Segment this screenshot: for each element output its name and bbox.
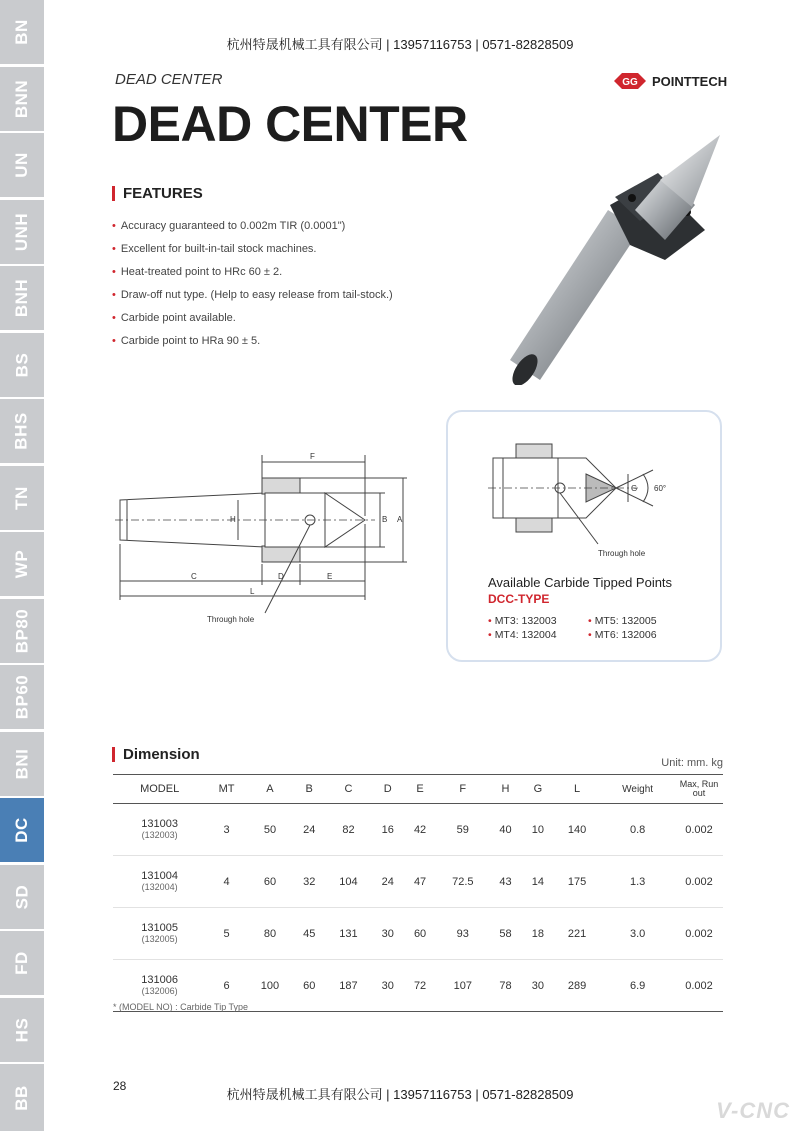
watermark: V-CNC	[716, 1098, 790, 1123]
cell: 0.002	[675, 856, 723, 908]
cell: 16	[372, 804, 404, 856]
cell: 78	[489, 960, 521, 1012]
tab-bs[interactable]: BS	[0, 333, 44, 397]
tab-fd[interactable]: FD	[0, 931, 44, 995]
cell: 58	[489, 908, 521, 960]
footer-contact: 杭州特晟机械工具有限公司 | 13957116753 | 0571-82828509	[226, 1087, 574, 1102]
cell: 175	[554, 856, 600, 908]
tab-bn[interactable]: BN	[0, 0, 44, 64]
cell: 1.3	[600, 856, 675, 908]
features-heading: FEATURES	[112, 186, 203, 201]
cell: 50	[247, 804, 293, 856]
cell: 42	[404, 804, 436, 856]
label-h: H	[230, 515, 236, 524]
cell: 47	[404, 856, 436, 908]
feature-item: • Draw-off nut type. (Help to easy release from tail-stock.)	[112, 287, 393, 310]
header-contact: 杭州特晟机械工具有限公司 | 13957116753 | 0571-82828509	[226, 37, 574, 52]
carbide-title: Available Carbide Tipped Points	[488, 575, 673, 590]
col-runout: Max, Run out	[675, 775, 723, 804]
col-c: C	[325, 775, 371, 804]
tab-bnn[interactable]: BNN	[0, 67, 44, 131]
cell: 107	[436, 960, 489, 1012]
tab-bnh[interactable]: BNH	[0, 266, 44, 330]
cell: 45	[293, 908, 325, 960]
carbide-through-hole-label: Through hole	[598, 549, 646, 558]
cell: 24	[372, 856, 404, 908]
cell: 100	[247, 960, 293, 1012]
col-mt: MT	[206, 775, 247, 804]
carbide-item: • MT4: 132004	[488, 629, 557, 641]
label-c: C	[191, 572, 197, 581]
col-model: MODEL	[113, 775, 206, 804]
page-number: 28	[113, 1079, 127, 1093]
cell: 0.002	[675, 804, 723, 856]
tab-wp[interactable]: WP	[0, 532, 44, 596]
cell: 32	[293, 856, 325, 908]
col-d: D	[372, 775, 404, 804]
table-footnote: * (MODEL NO) : Carbide Tip Type	[113, 1002, 249, 1012]
tab-bni[interactable]: BNI	[0, 732, 44, 796]
unit-label: Unit: mm. kg	[661, 757, 723, 769]
page-title: DEAD CENTER	[112, 96, 468, 152]
cell: 40	[489, 804, 521, 856]
side-tab-bar	[0, 0, 44, 1131]
table-row	[113, 804, 723, 856]
carbide-item: • MT6: 132006	[588, 629, 657, 641]
cell: 30	[372, 908, 404, 960]
through-hole-label: Through hole	[207, 615, 255, 624]
cell: 104	[325, 856, 371, 908]
product-photo	[480, 135, 720, 390]
carbide-tip-drawing	[488, 434, 708, 564]
cell: 187	[325, 960, 371, 1012]
col-weight: Weight	[600, 775, 675, 804]
brand-logo	[614, 72, 727, 90]
col-e: E	[404, 775, 436, 804]
cell: 131	[325, 908, 371, 960]
cell: 24	[293, 804, 325, 856]
label-g: G	[631, 484, 638, 493]
label-f: F	[310, 452, 315, 461]
cell: 0.002	[675, 908, 723, 960]
col-f: F	[436, 775, 489, 804]
tab-bhs[interactable]: BHS	[0, 399, 44, 463]
cell-model: 131003 (132003)	[113, 804, 206, 856]
cell: 3.0	[600, 908, 675, 960]
col-h: H	[489, 775, 521, 804]
cell: 60	[293, 960, 325, 1012]
cell: 18	[522, 908, 554, 960]
cell: 80	[247, 908, 293, 960]
label-b: B	[382, 515, 388, 524]
dimension-table	[113, 774, 723, 1012]
gg-logo-icon	[614, 72, 646, 90]
cell-model: 131004 (132004)	[113, 856, 206, 908]
label-d: D	[278, 572, 284, 581]
cell: 60	[247, 856, 293, 908]
cell: 5	[206, 908, 247, 960]
carbide-points-box	[446, 410, 722, 662]
tab-bp60[interactable]: BP60	[0, 665, 44, 729]
cell: 60	[404, 908, 436, 960]
cell: 0.8	[600, 804, 675, 856]
cell-model: 131006 (132006)	[113, 960, 206, 1012]
label-l: L	[250, 587, 255, 596]
tab-dc[interactable]: DC	[0, 798, 44, 862]
dimension-heading: Dimension	[112, 747, 200, 762]
cell: 221	[554, 908, 600, 960]
cell-model: 131005 (132005)	[113, 908, 206, 960]
table-header-row	[113, 775, 723, 804]
cell: 14	[522, 856, 554, 908]
col-a: A	[247, 775, 293, 804]
label-a: A	[397, 515, 403, 524]
cell: 0.002	[675, 960, 723, 1012]
cell: 289	[554, 960, 600, 1012]
table-row	[113, 908, 723, 960]
cell: 30	[522, 960, 554, 1012]
col-b: B	[293, 775, 325, 804]
brand-name: POINTTECH	[652, 73, 728, 89]
tab-hs[interactable]: HS	[0, 998, 44, 1062]
tab-sd[interactable]: SD	[0, 865, 44, 929]
carbide-type: DCC-TYPE	[488, 592, 550, 606]
tab-unh[interactable]: UNH	[0, 200, 44, 264]
cell: 10	[522, 804, 554, 856]
logo-text: GG	[622, 77, 638, 88]
tab-un[interactable]: UN	[0, 133, 44, 197]
feature-item: • Heat-treated point to HRc 60 ± 2.	[112, 264, 393, 287]
carbide-item: • MT5: 132005	[588, 615, 657, 627]
tab-bb[interactable]: BB	[0, 1064, 44, 1131]
col-g: G	[522, 775, 554, 804]
cell: 30	[372, 960, 404, 1012]
tab-bp80[interactable]: BP80	[0, 599, 44, 663]
feature-item: • Accuracy guaranteed to 0.002m TIR (0.0001")	[112, 218, 393, 241]
feature-item: • Excellent for built-in-tail stock machines.	[112, 241, 393, 264]
feature-item: • Carbide point to HRa 90 ± 5.	[112, 333, 393, 356]
cell: 4	[206, 856, 247, 908]
feature-item: • Carbide point available.	[112, 310, 393, 333]
page-subtitle: DEAD CENTER	[115, 71, 223, 88]
carbide-item: • MT3: 132003	[488, 615, 557, 627]
cell: 82	[325, 804, 371, 856]
label-e: E	[327, 572, 333, 581]
cell: 43	[489, 856, 521, 908]
cell: 6.9	[600, 960, 675, 1012]
dimension-drawing	[115, 440, 415, 635]
col-l: L	[554, 775, 600, 804]
cell: 6	[206, 960, 247, 1012]
table-row	[113, 856, 723, 908]
features-list	[112, 218, 393, 356]
cell: 140	[554, 804, 600, 856]
cell: 59	[436, 804, 489, 856]
cell: 72	[404, 960, 436, 1012]
label-angle: 60°	[654, 484, 667, 493]
cell: 72.5	[436, 856, 489, 908]
tab-tn[interactable]: TN	[0, 466, 44, 530]
cell: 93	[436, 908, 489, 960]
cell: 3	[206, 804, 247, 856]
